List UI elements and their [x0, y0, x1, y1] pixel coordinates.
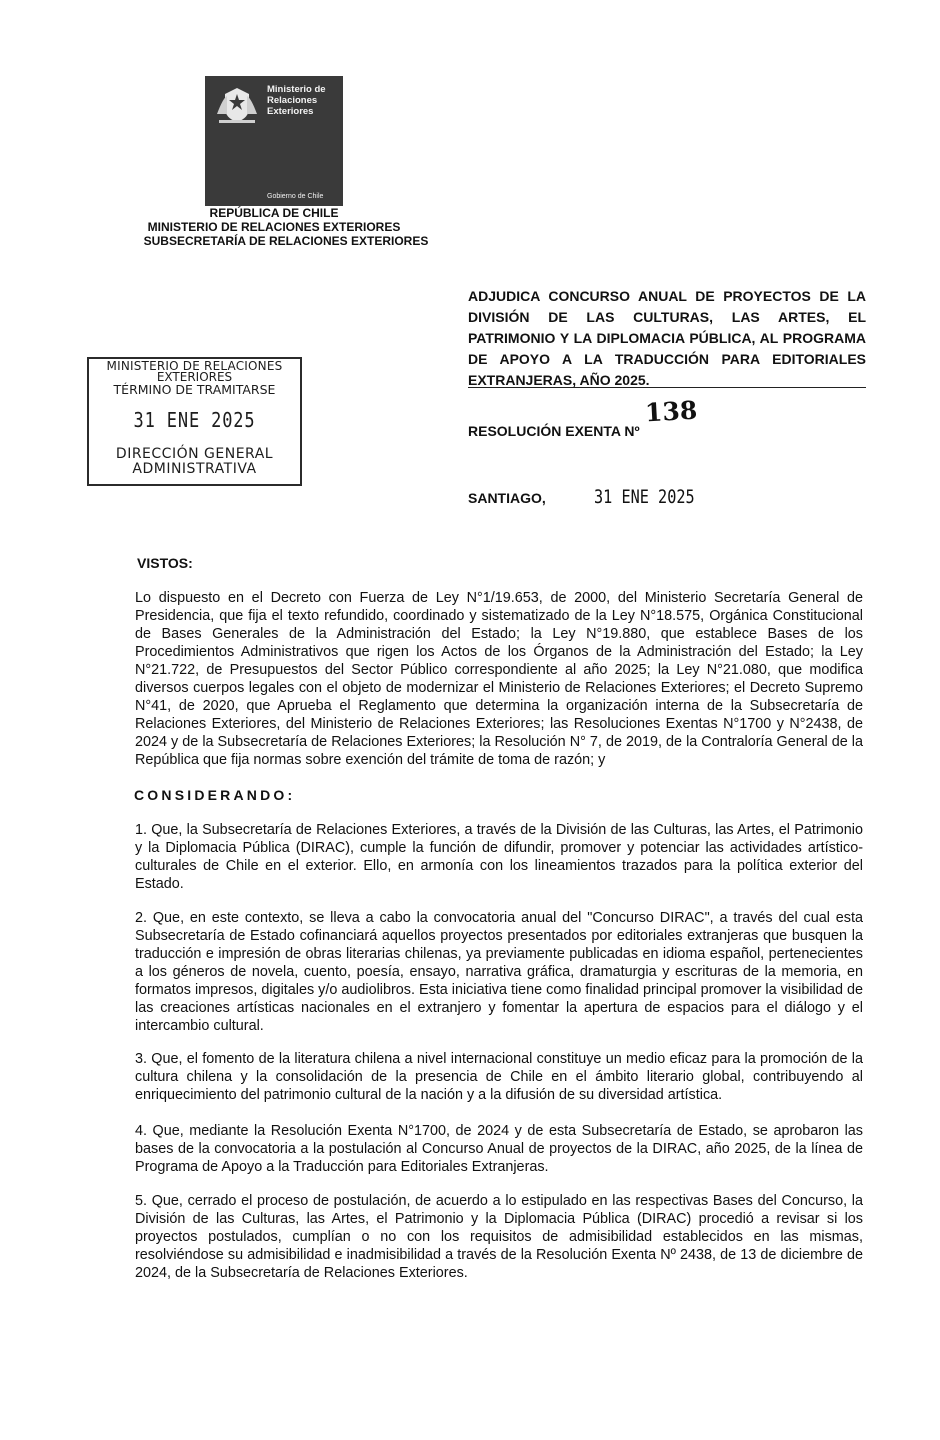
stamp-line-exteriores: EXTERIORES [156, 370, 233, 384]
resolution-number: 138 [644, 395, 698, 428]
resolution-label: RESOLUCIÓN EXENTA Nº [468, 423, 640, 439]
considerando-item-5: 5. Que, cerrado el proceso de postulación, de acuerdo a lo estipulado en las respectivas Bases del Concurso, la División de las Culturas, las Artes, el Patrimonio y la Diplomacia Pública (DIRAC) procedió a revisar si los proyectos postulados, cumplían o no con los requisitos de admisibilidad establecidos en las mismas, resolviéndose su admisibilidad e inadmisibilidad a través de la Resolución Exenta Nº 2438, de 13 de diciembre de 2024, de la Subsecretaría de Relaciones Exteriores. [135, 1193, 863, 1281]
considerando-item-3: 3. Que, el fomento de la literatura chilena a nivel internacional constituye un medio eficaz para la promoción de la cultura chilena y la consolidación de la presencia de Chile en el ámbito literario global, contribuyendo al enriquecimiento del patrimonio cultural de la nación y a la difusión de su diversidad artística. [135, 1051, 863, 1103]
stamp-line-administrativa: ADMINISTRATIVA [132, 461, 257, 477]
coat-of-arms-icon [213, 84, 261, 126]
place-label: SANTIAGO, [468, 490, 546, 506]
stamp-line-termino: TÉRMINO DE TRAMITARSE [113, 382, 276, 397]
resolution-title: ADJUDICA CONCURSO ANUAL DE PROYECTOS DE LA DIVISIÓN DE LAS CULTURAS, LAS ARTES, EL PATRIMONIO Y LA DIPLOMACIA PÚBLICA, AL PROGRAMA DE APOYO A LA TRADUCCIÓN PARA EDITORIALES EXTRANJERAS, AÑO 2025. [468, 288, 866, 388]
vistos-text: Lo dispuesto en el Decreto con Fuerza de Ley N°1/19.653, de 2000, del Ministerio Secretaría General de Presidencia, que fija el texto refundido, coordinado y sistematizado de la Ley N°18.575, Orgánica Constitucional de Bases Generales de la Administración del Estado; la Ley N°19.880, que establece Bases de los Procedimientos Administrativos que rigen los Actos de los Órganos de la Administración del Estado; la Ley N°21.722, de Presupuestos del Sector Público correspondiente al año 2025; la Ley N°21.080, que modifica diversos cuerpos legales con el objeto de modernizar el Ministerio de Relaciones Exteriores; el Decreto Supremo N°41, de 2020, que Aprueba el Reglamento que determina la organización interna de la Subsecretaría de Relaciones Exteriores, del Ministerio de Relaciones Exteriores; las Resoluciones Exentas N°1700 y N°2438, de 2024 y de la Subsecretaría de Relaciones Exteriores; la Resolución N° 7, de 2019, de la Contraloría General de la República que fija normas sobre exención del trámite de toma de razón; y [135, 590, 863, 768]
stamp-line-ministry: MINISTERIO DE RELACIONES [106, 359, 283, 373]
logo-footer: Gobierno de Chile [267, 193, 324, 200]
header-subsecretaria: SUBSECRETARÍA DE RELACIONES EXTERIORES [143, 234, 429, 248]
vistos-heading: VISTOS: [137, 555, 193, 571]
header-ministry: MINISTERIO DE RELACIONES EXTERIORES [147, 220, 401, 234]
stamp-date: 31 ENE 2025 [133, 408, 256, 432]
considerando-item-4: 4. Que, mediante la Resolución Exenta N°1700, de 2024 y de esta Subsecretaría de Estado, se aprobaron las bases de la convocatoria a la postulación al Concurso Anual de proyectos de la DIRAC, año 2025, de la línea de Programa de Apoyo a la Traducción para Editoriales Extranjeras. [135, 1123, 863, 1175]
considerando-item-1: 1. Que, la Subsecretaría de Relaciones Exteriores, a través de la División de las Culturas, las Artes, el Patrimonio y la Diplomacia Pública (DIRAC), cumple la función de difundir, promover y potenciar las actividades artístico-culturales de Chile en el exterior. Ello, en armonía con los lineamientos trazados para la política exterior del Estado. [135, 822, 863, 892]
logo-ministry-name: Ministerio de Relaciones Exteriores [267, 84, 326, 117]
processing-stamp [87, 357, 302, 486]
considerando-heading: CONSIDERANDO: [134, 787, 296, 803]
title-divider [468, 387, 866, 388]
header-republic: REPÚBLICA DE CHILE [209, 206, 339, 220]
considerando-item-2: 2. Que, en este contexto, se lleva a cabo la convocatoria anual del "Concurso DIRAC", a través del cual esta Subsecretaría de Estado cofinanciará aquellos proyectos presentados por editoriales extranjeras que busquen la traducción e impresión de obras literarias chilenas, ya previamente publicadas en idioma español, pertenecientes a los géneros de novela, cuento, poesía, ensayo, narrativa gráfica, dramaturgia y escrituras de la memoria, en formatos impresos, digitales y/o audiolibros. Esta iniciativa tiene como finalidad principal promover la visibilidad de las creaciones artísticas nacionales en el extranjero y fomentar la apertura de espacios para el diálogo y el intercambio cultural. [135, 910, 863, 1034]
stamp-line-direccion: DIRECCIÓN GENERAL [115, 446, 274, 462]
ministry-logo [205, 76, 343, 206]
place-date-stamp: 31 ENE 2025 [594, 486, 695, 508]
